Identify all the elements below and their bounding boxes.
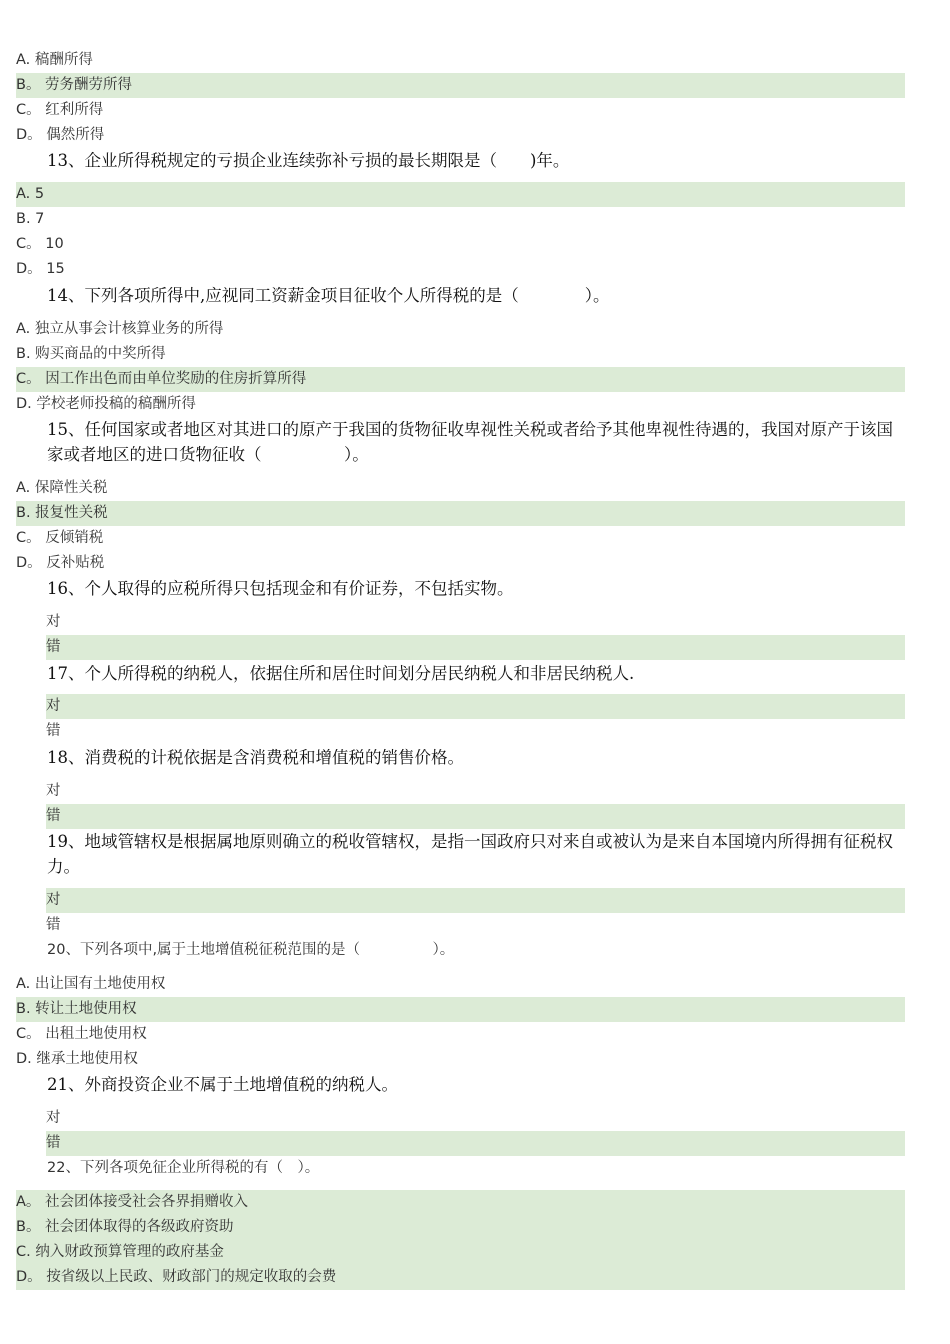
q18-option-true[interactable]: 对: [46, 783, 61, 799]
q21-option-true[interactable]: 对: [46, 1110, 61, 1126]
q17-option-true[interactable]: 对: [46, 694, 905, 719]
q20-option-d[interactable]: D. 继承土地使用权: [16, 1051, 138, 1067]
question-14: 14、下列各项所得中,应视同工资薪金项目征收个人所得税的是（ ）。: [47, 286, 610, 305]
question-15: 15、任何国家或者地区对其进口的原产于我国的货物征收卑视性关税或者给予其他卑视性待遇的，我国对原产于该国家或者地区的进口货物征收（ ）。: [47, 420, 893, 464]
q19-option-false[interactable]: 错: [46, 917, 61, 933]
q22-option-b[interactable]: B。 社会团体取得的各级政府资助: [16, 1215, 905, 1240]
question-21: 21、外商投资企业不属于土地增值税的纳税人。: [47, 1075, 398, 1094]
question-13: 13、企业所得税规定的亏损企业连续弥补亏损的最长期限是（ )年。: [47, 151, 570, 170]
q16-option-false[interactable]: 错: [46, 635, 905, 660]
q13-option-d[interactable]: D。 15: [16, 261, 65, 277]
q17-option-false[interactable]: 错: [46, 723, 61, 739]
q19-option-true[interactable]: 对: [46, 888, 905, 913]
question-22: 22、下列各项免征企业所得税的有（ ）。: [47, 1160, 320, 1176]
question-19: 19、地域管辖权是根据属地原则确立的税收管辖权，是指一国政府只对来自或被认为是来自本国境内所得拥有征税权力。: [47, 832, 893, 876]
q12-option-b[interactable]: B。 劳务酬劳所得: [16, 73, 905, 98]
q20-option-c[interactable]: C。 出租土地使用权: [16, 1026, 147, 1042]
q14-option-c[interactable]: C。 因工作出色而由单位奖励的住房折算所得: [16, 367, 905, 392]
q22-option-c[interactable]: C. 纳入财政预算管理的政府基金: [16, 1240, 905, 1265]
q21-option-false[interactable]: 错: [46, 1131, 905, 1156]
q16-option-true[interactable]: 对: [46, 614, 61, 630]
q20-option-a[interactable]: A. 出让国有土地使用权: [16, 976, 166, 992]
q22-option-a[interactable]: A。 社会团体接受社会各界捐赠收入: [16, 1190, 905, 1215]
q15-option-d[interactable]: D。 反补贴税: [16, 555, 105, 571]
q14-option-a[interactable]: A. 独立从事会计核算业务的所得: [16, 321, 224, 337]
question-16: 16、个人取得的应税所得只包括现金和有价证券，不包括实物。: [47, 579, 514, 598]
q13-option-c[interactable]: C。 10: [16, 236, 64, 252]
q15-option-b[interactable]: B. 报复性关税: [16, 501, 905, 526]
q14-option-d[interactable]: D. 学校老师投稿的稿酬所得: [16, 396, 196, 412]
q12-option-d[interactable]: D。 偶然所得: [16, 127, 105, 143]
q13-option-a[interactable]: A. 5: [16, 182, 905, 207]
question-17: 17、个人所得税的纳税人，依据住所和居住时间划分居民纳税人和非居民纳税人.: [47, 664, 635, 683]
q22-option-d[interactable]: D。 按省级以上民政、财政部门的规定收取的会费: [16, 1265, 905, 1290]
question-20: 20、下列各项中,属于土地增值税征税范围的是（ ）。: [47, 942, 455, 958]
q12-option-a[interactable]: A. 稿酬所得: [16, 52, 93, 68]
q12-option-c[interactable]: C。 红利所得: [16, 102, 104, 118]
q14-option-b[interactable]: B. 购买商品的中奖所得: [16, 346, 166, 362]
q13-option-b[interactable]: B. 7: [16, 211, 45, 227]
question-18: 18、消费税的计税依据是含消费税和增值税的销售价格。: [47, 748, 464, 767]
q20-option-b[interactable]: B. 转让土地使用权: [16, 997, 905, 1022]
q15-option-a[interactable]: A. 保障性关税: [16, 480, 108, 496]
q15-option-c[interactable]: C。 反倾销税: [16, 530, 104, 546]
q18-option-false[interactable]: 错: [46, 804, 905, 829]
